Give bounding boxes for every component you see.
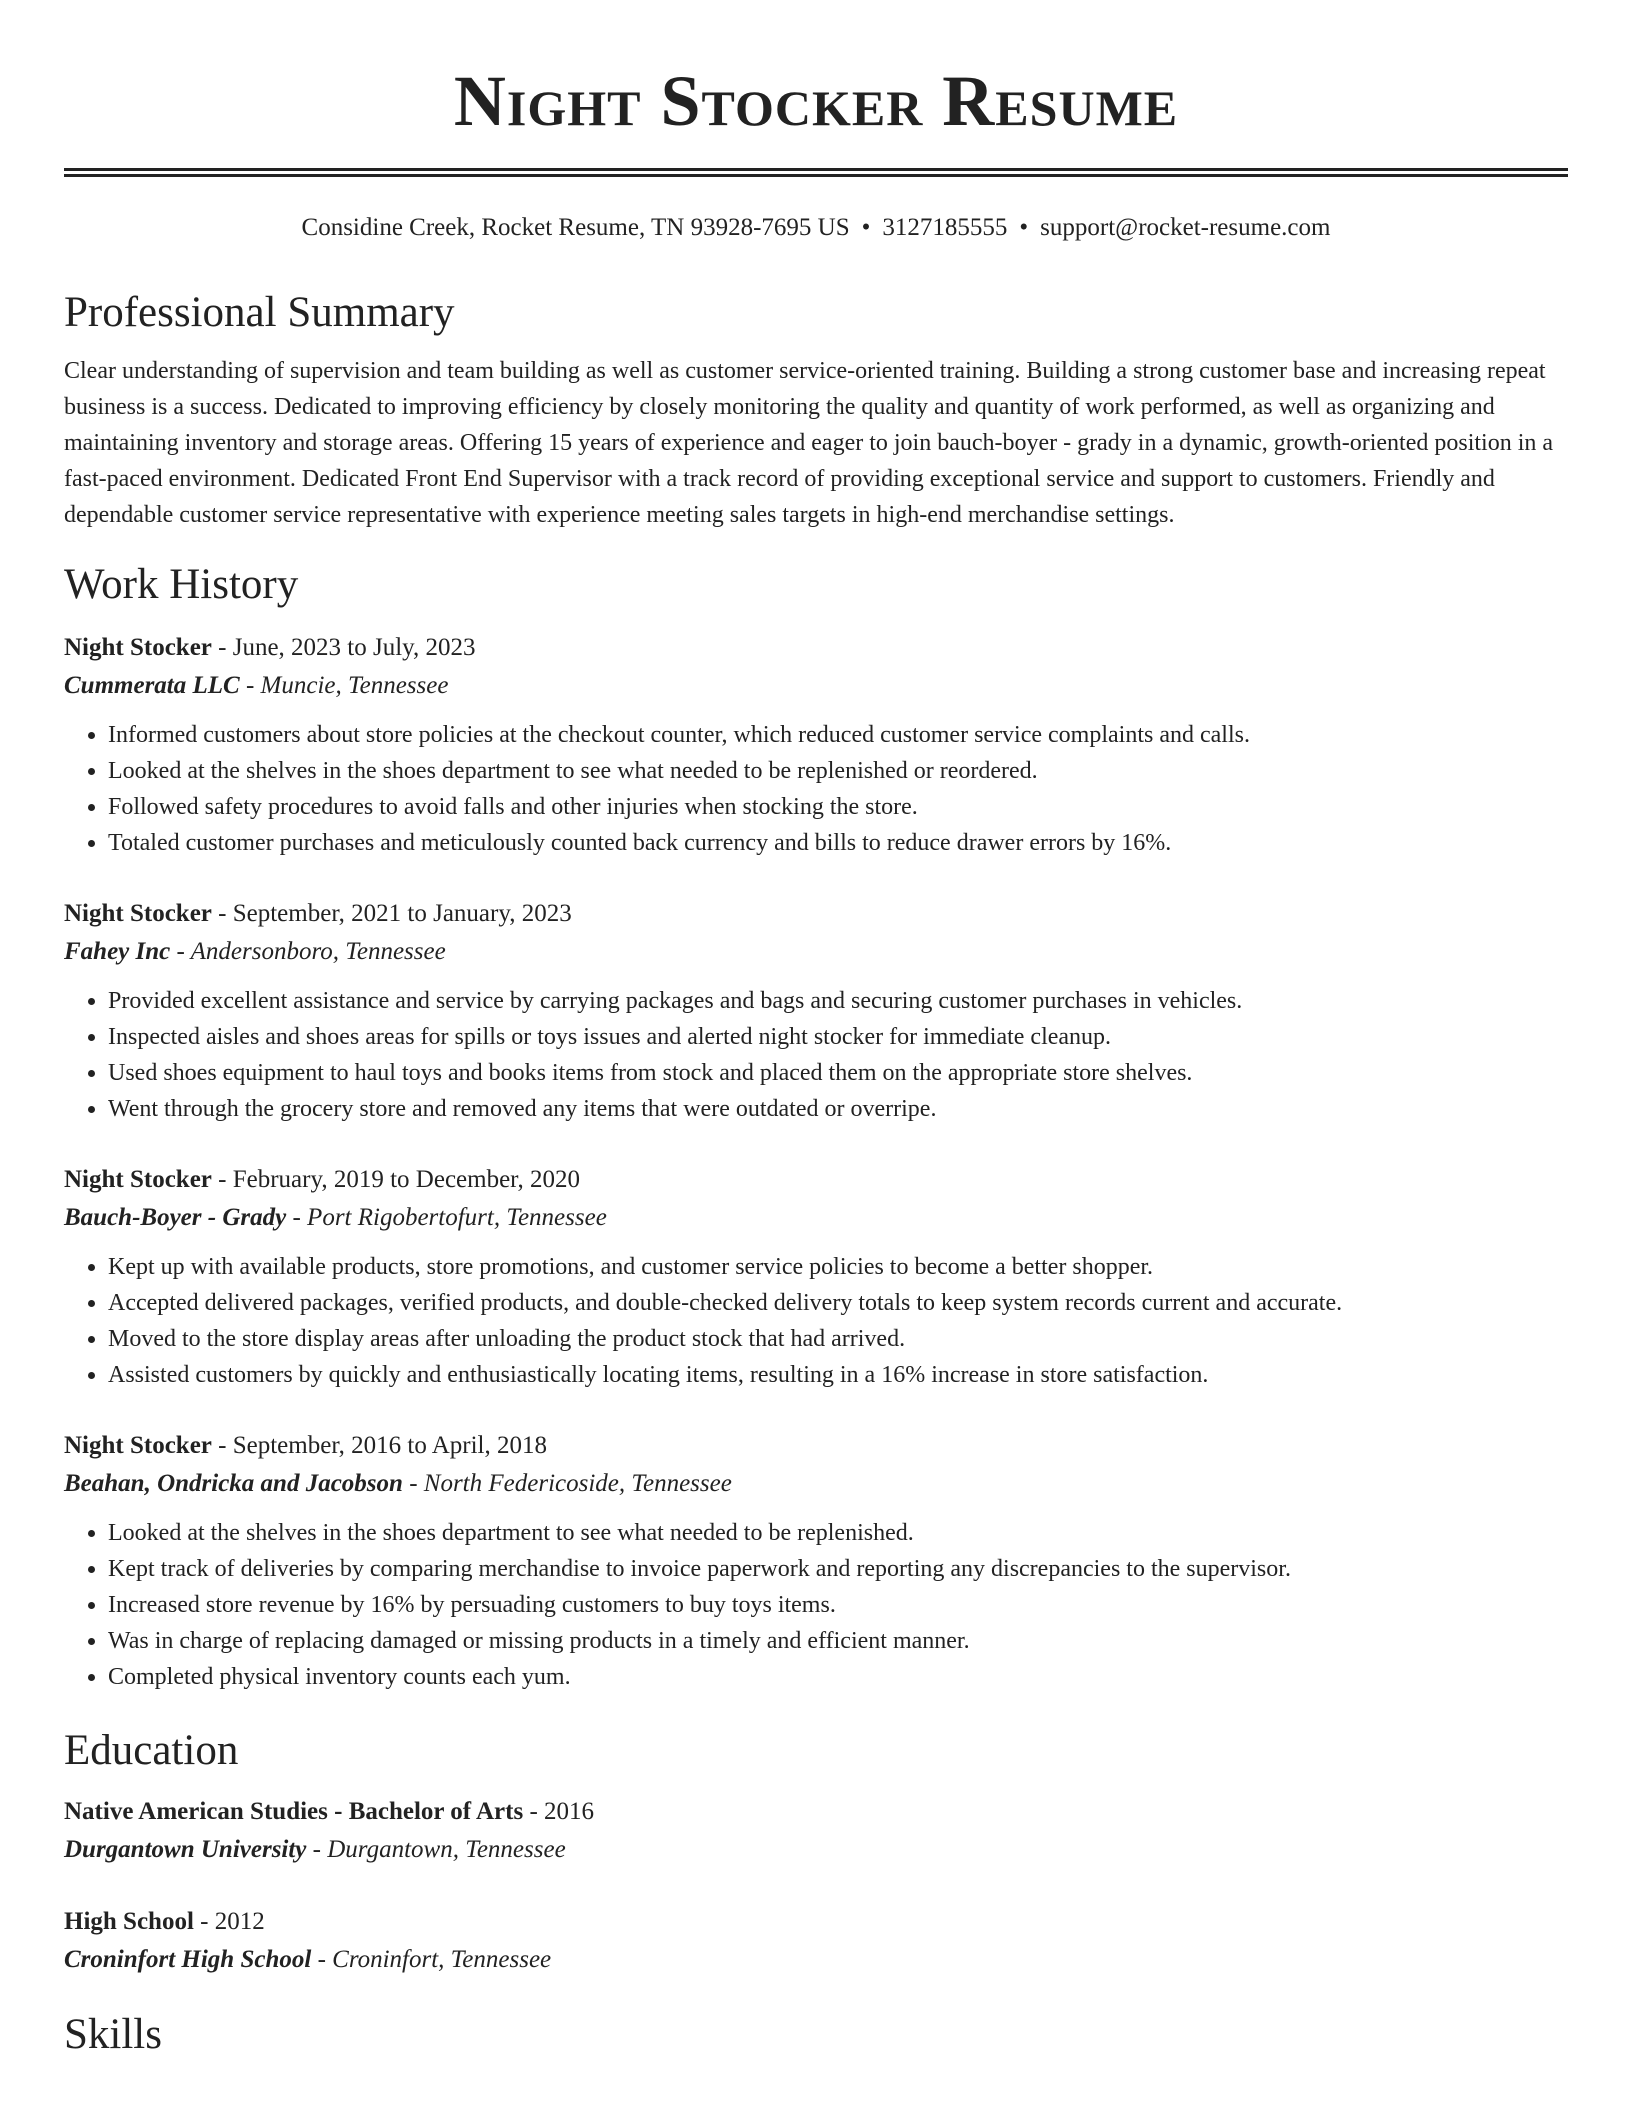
job-title-line [64, 895, 1568, 933]
job-dates: - September, 2016 to April, 2018 [211, 1432, 547, 1459]
job-entry [64, 895, 1568, 1127]
contact-separator: • [1019, 214, 1029, 241]
job-title-line [64, 1427, 1568, 1465]
job-bullet: • Looked at the shelves in the shoes department to see what needed to be replenished or reordered. [108, 753, 1568, 789]
job-bullets [64, 983, 1568, 1127]
job-bullet: • Followed safety procedures to avoid falls and other injuries when stocking the store. [108, 789, 1568, 825]
contact-address: Considine Creek, Rocket Resume, TN 93928-7695 US [301, 214, 850, 241]
job-title: Night Stocker [64, 1432, 212, 1459]
education-school-line [64, 1831, 1568, 1869]
education-heading: Education [64, 1727, 239, 1774]
job-company-line [64, 1465, 1568, 1503]
education-location: - Durgantown, Tennessee [306, 1836, 566, 1863]
job-title: Night Stocker [64, 900, 212, 927]
job-location: - Andersonboro, Tennessee [170, 938, 446, 965]
job-bullet: • Was in charge of replacing damaged or missing products in a timely and efficient manner. [108, 1623, 1568, 1659]
education-degree-line [64, 1903, 1568, 1941]
education-degree: High School [64, 1908, 194, 1935]
job-company-line [64, 1199, 1568, 1237]
job-bullet: • Assisted customers by quickly and enthusiastically locating items, resulting in a 16% increase in store satisfaction. [108, 1357, 1568, 1393]
job-bullet: • Kept track of deliveries by comparing merchandise to invoice paperwork and reporting any discrepancies to the supervisor. [108, 1551, 1568, 1587]
work-history-heading: Work History [64, 561, 299, 608]
education-degree-line [64, 1793, 1568, 1831]
job-company: Cummerata LLC [64, 672, 240, 699]
title-divider [64, 168, 1568, 177]
job-bullet: • Provided excellent assistance and service by carrying packages and bags and securing customer purchases in vehicles. [108, 983, 1568, 1019]
skills-heading: Skills [64, 2011, 162, 2058]
summary-text: Clear understanding of supervision and team building as well as customer service-oriented training. Building a strong customer base and increasing repeat business is a success. Dedicated to improving efficiency by closely monitoring the quality and quantity of work performed, as well as organizing and maintaining inventory and storage areas. Offering 15 years of experience and eager to join bauch-boyer - grady in a dynamic, growth-oriented position in a fast-paced environment. Dedicated Front End Supervisor with a track record of providing exceptional service and support to customers. Friendly and dependable customer service representative with experience meeting sales targets in high-end merchandise settings. [64, 358, 1554, 528]
job-bullet: • Kept up with available products, store promotions, and customer service policies to become a better shopper. [108, 1249, 1568, 1285]
contact-line [64, 211, 1568, 245]
job-company: Bauch-Boyer - Grady [64, 1204, 287, 1231]
job-title-line [64, 629, 1568, 667]
education-school: Durgantown University [64, 1836, 307, 1863]
job-company: Beahan, Ondricka and Jacobson [64, 1470, 403, 1497]
job-title: Night Stocker [64, 1166, 212, 1193]
job-bullet: • Informed customers about store policies at the checkout counter, which reduced customer service complaints and calls. [108, 717, 1568, 753]
job-bullet: • Increased store revenue by 16% by persuading customers to buy toys items. [108, 1587, 1568, 1623]
job-bullets [64, 717, 1568, 861]
education-degree: Native American Studies - Bachelor of Arts [64, 1798, 524, 1825]
job-dates: - June, 2023 to July, 2023 [211, 634, 476, 661]
job-location: - Port Rigobertofurt, Tennessee [286, 1204, 607, 1231]
education-year: - 2016 [523, 1798, 595, 1825]
job-location: - North Federicoside, Tennessee [402, 1470, 732, 1497]
job-bullet: • Used shoes equipment to haul toys and books items from stock and placed them on the appropriate store shelves. [108, 1055, 1568, 1091]
education-entry [64, 1903, 1568, 1979]
job-bullet: • Inspected aisles and shoes areas for spills or toys issues and alerted night stocker for immediate cleanup. [108, 1019, 1568, 1055]
summary-heading: Professional Summary [64, 289, 455, 336]
job-entry [64, 629, 1568, 861]
job-bullet: • Accepted delivered packages, verified products, and double-checked delivery totals to keep system records current and accurate. [108, 1285, 1568, 1321]
job-location: - Muncie, Tennessee [239, 672, 449, 699]
contact-email: support@rocket-resume.com [1040, 214, 1331, 241]
job-bullet: • Went through the grocery store and removed any items that were outdated or overripe. [108, 1091, 1568, 1127]
education-school-line [64, 1941, 1568, 1979]
resume-title: Night Stocker Resume [453, 61, 1179, 141]
job-bullet: • Looked at the shelves in the shoes department to see what needed to be replenished. [108, 1515, 1568, 1551]
job-bullet: • Moved to the store display areas after unloading the product stock that had arrived. [108, 1321, 1568, 1357]
education-location: - Croninfort, Tennessee [311, 1946, 552, 1973]
job-bullet: • Totaled customer purchases and meticulously counted back currency and bills to reduce drawer errors by 16%. [108, 825, 1568, 861]
job-entry [64, 1161, 1568, 1393]
job-company: Fahey Inc [64, 938, 171, 965]
education-entry [64, 1793, 1568, 1869]
education-school: Croninfort High School [64, 1946, 312, 1973]
job-title-line [64, 1161, 1568, 1199]
job-company-line [64, 667, 1568, 705]
job-company-line [64, 933, 1568, 971]
job-dates: - February, 2019 to December, 2020 [211, 1166, 581, 1193]
contact-phone: 3127185555 [882, 214, 1008, 241]
contact-separator: • [861, 214, 871, 241]
education-year: - 2012 [193, 1908, 265, 1935]
job-dates: - September, 2021 to January, 2023 [211, 900, 572, 927]
job-entry [64, 1427, 1568, 1695]
job-title: Night Stocker [64, 634, 212, 661]
job-bullets [64, 1515, 1568, 1695]
job-bullets [64, 1249, 1568, 1393]
job-bullet: • Completed physical inventory counts each yum. [108, 1659, 1568, 1695]
